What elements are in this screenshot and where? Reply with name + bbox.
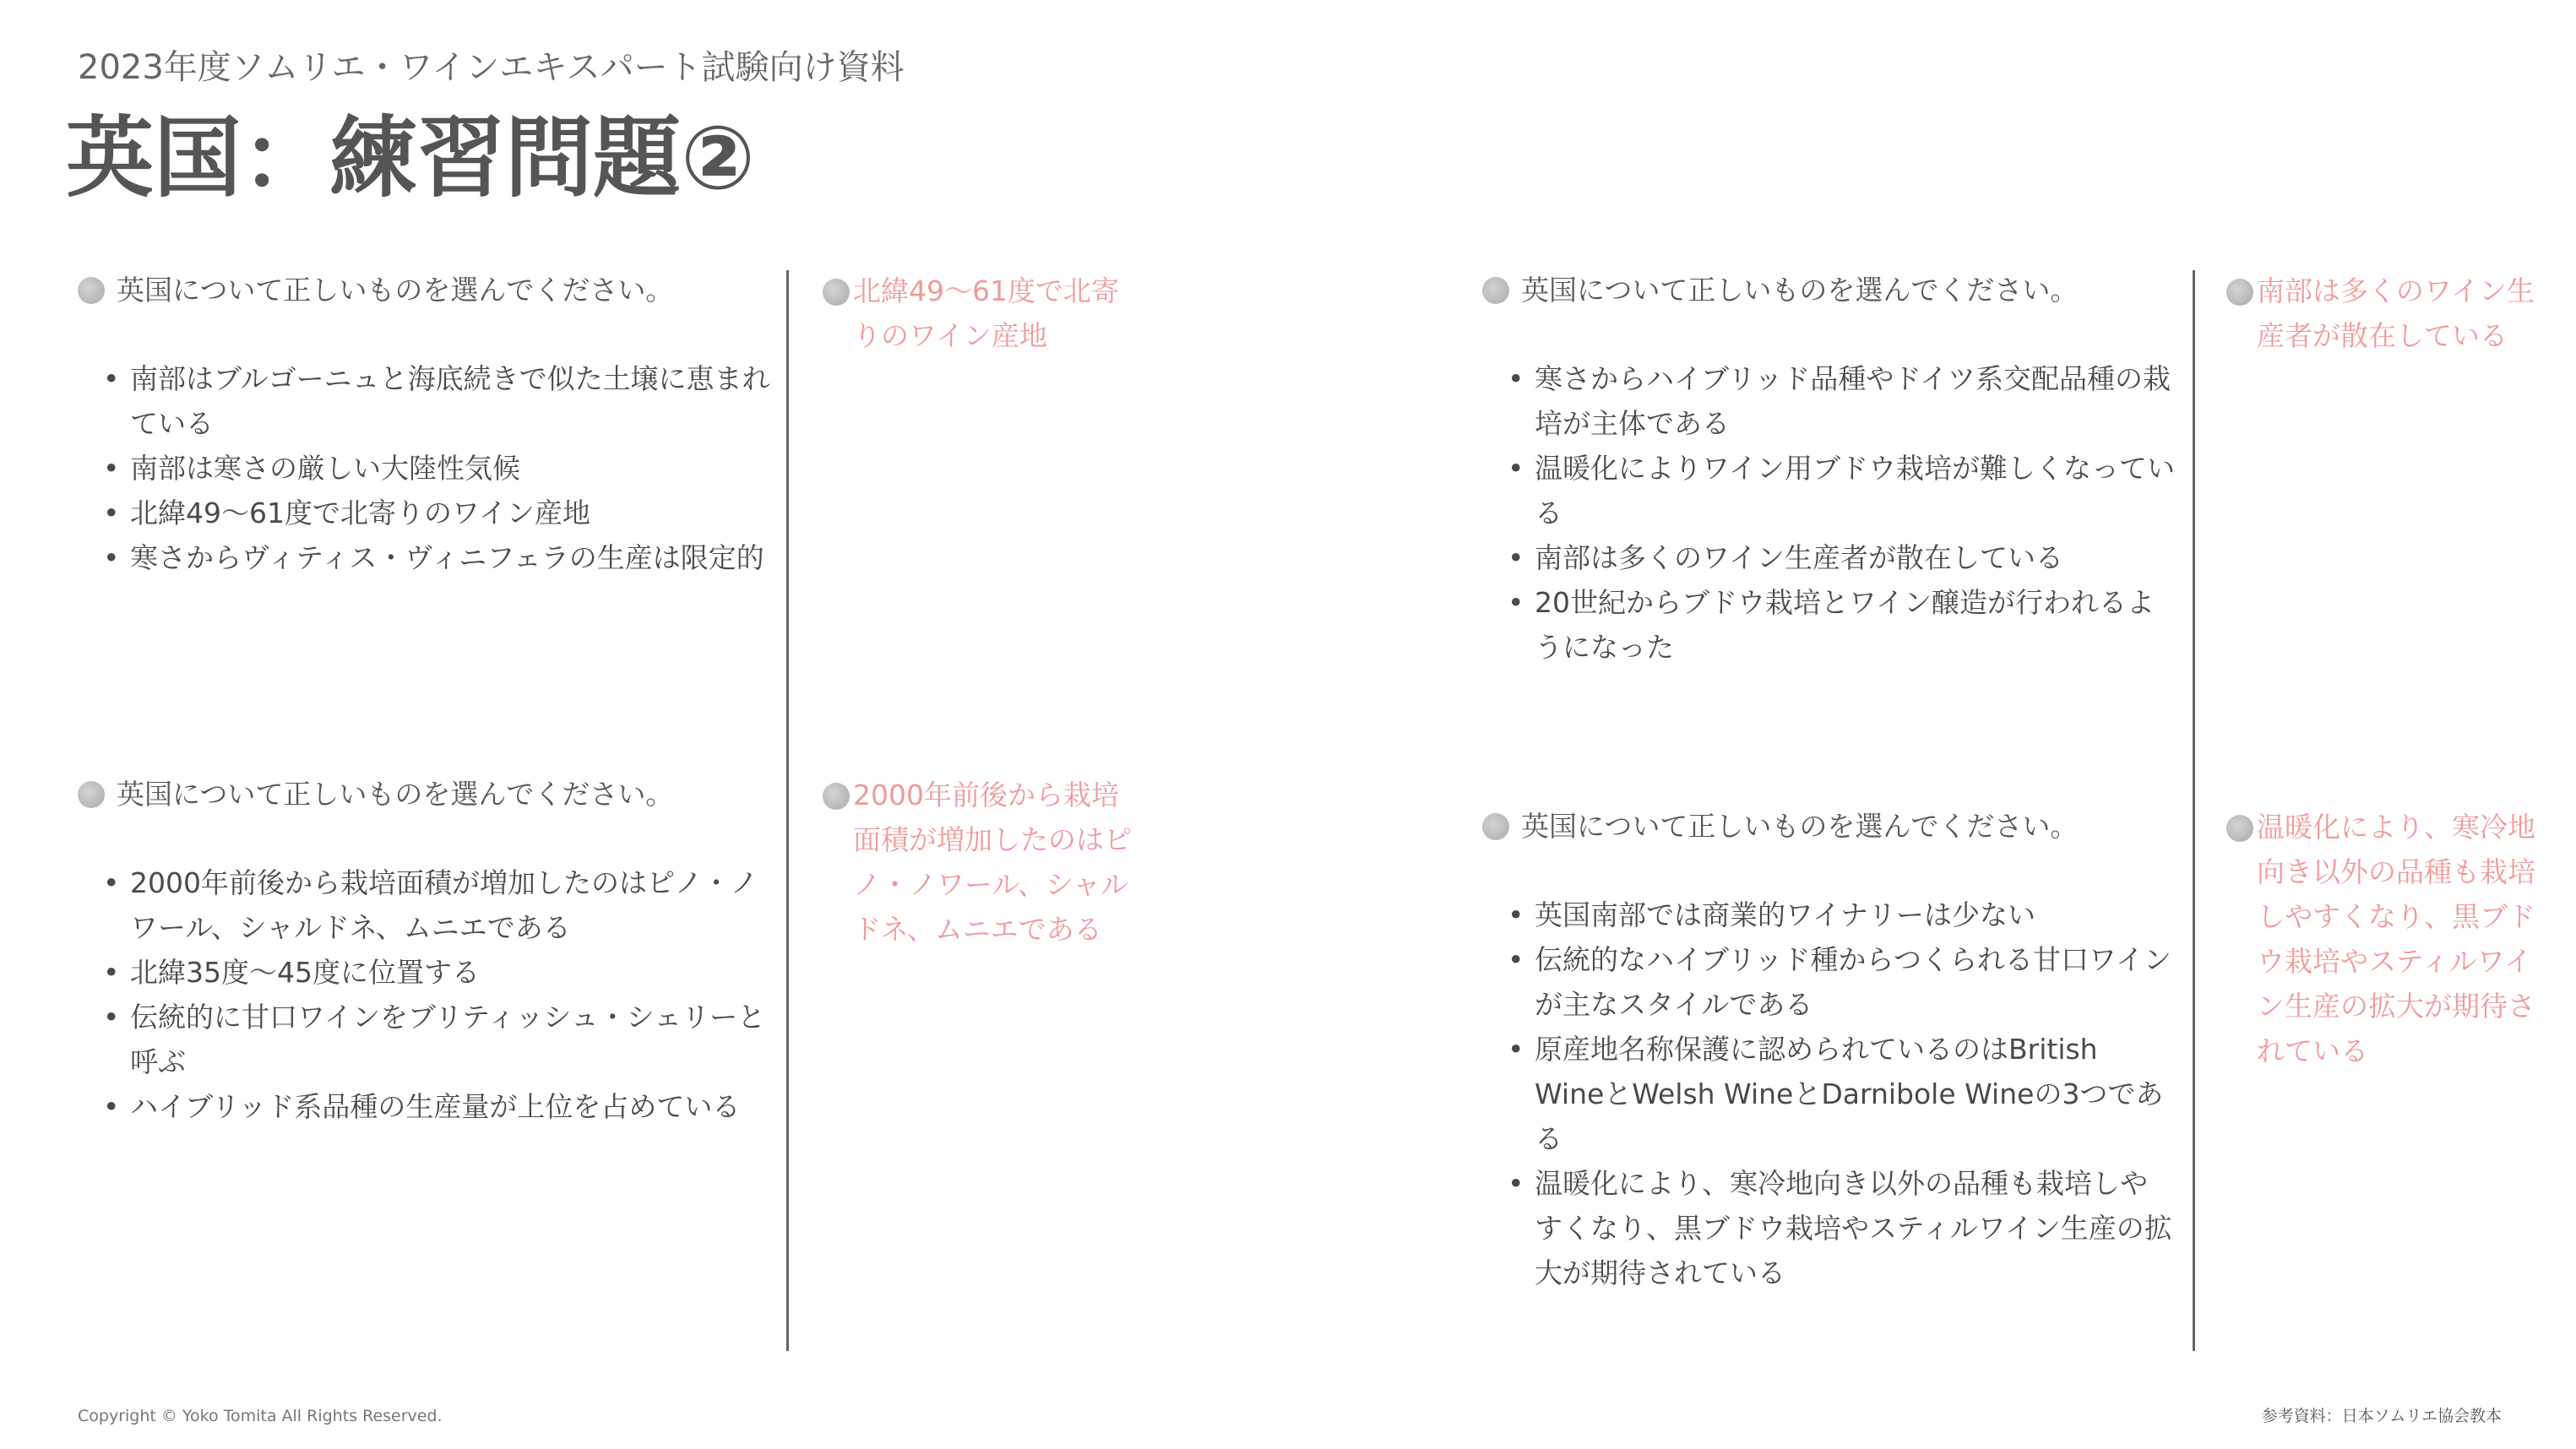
question-text: 英国について正しいものを選んでください。 [1482,269,2175,312]
option-item: • 温暖化により、寒冷地向き以外の品種も栽培しやすくなり、黒ブドウ栽培やスティルワイン生産の拡大が期待されている [1482,1161,2175,1295]
option-item: • 2000年前後から栽培面積が増加したのはピノ・ノワール、シャルドネ、ムニエである [78,860,770,950]
answer-text: 温暖化により、寒冷地向き以外の品種も栽培しやすくなり、黒ブドウ栽培やスティルワイン生産の拡大が期待されている [2257,811,2535,1067]
option-item: • 南部はブルゴーニュと海底続きで似た土壌に恵まれている [78,356,770,446]
circle-bullet-icon [1482,277,1509,304]
column-divider-right [2193,270,2195,1351]
option-item: • 寒さからヴィティス・ヴィニフェラの生産は限定的 [78,535,770,580]
option-item: • ハイブリッド系品種の生産量が上位を占めている [78,1084,770,1129]
circle-bullet-icon [823,279,850,306]
question-block-3 [1482,269,2175,670]
question-block-1 [78,269,770,580]
answer-text: 2000年前後から栽培面積が増加したのはピノ・ノワール、シャルドネ、ムニエである [853,779,1132,946]
answer-block-1 [823,269,1132,358]
circle-bullet-icon [78,277,105,304]
circle-bullet-icon [823,783,850,810]
page-subtitle: 2023年度ソムリエ・ワインエキスパート試験向け資料 [78,48,905,87]
circle-bullet-icon [2226,279,2253,306]
option-item: • 寒さからハイブリッド品種やドイツ系交配品種の栽培が主体である [1482,356,2175,446]
page-title: 英国：練習問題② [66,106,756,209]
option-item: • 温暖化によりワイン用ブドウ栽培が難しくなっている [1482,446,2175,535]
options-list [78,860,770,1129]
options-list [1482,356,2175,670]
circle-bullet-icon [2226,815,2253,842]
answer-block-3 [2226,269,2535,358]
answer-block-2 [823,773,1132,952]
option-item: • 20世紀からブドウ栽培とワイン醸造が行われるようになった [1482,580,2175,670]
circle-bullet-icon [1482,813,1509,840]
answer-text: 北緯49〜61度で北寄りのワイン産地 [853,274,1119,352]
circle-bullet-icon [78,781,105,808]
question-block-2 [78,773,770,1129]
option-item: • 原産地名称保護に認められているのはBritish WineとWelsh WineとDarnibole Wineの3つである [1482,1027,2175,1161]
option-item: • 北緯35度〜45度に位置する [78,950,770,995]
reference-text: 参考資料：日本ソムリエ協会教本 [2261,1407,2502,1425]
column-divider-left [786,270,789,1351]
question-text: 英国について正しいものを選んでください。 [78,773,770,817]
answer-text: 南部は多くのワイン生産者が散在している [2257,274,2535,352]
option-item: • 南部は多くのワイン生産者が散在している [1482,535,2175,580]
option-item: • 北緯49〜61度で北寄りのワイン産地 [78,491,770,535]
options-list [1482,893,2175,1295]
option-item: • 英国南部では商業的ワイナリーは少ない [1482,893,2175,937]
option-item: • 南部は寒さの厳しい大陸性気候 [78,446,770,491]
options-list [78,356,770,580]
option-item: • 伝統的に甘口ワインをブリティッシュ・シェリーと呼ぶ [78,995,770,1084]
question-text: 英国について正しいものを選んでください。 [1482,805,2175,849]
option-item: • 伝統的なハイブリッド種からつくられる甘口ワインが主なスタイルである [1482,937,2175,1027]
question-text: 英国について正しいものを選んでください。 [78,269,770,312]
copyright-text: Copyright © Yoko Tomita All Rights Reserved. [78,1407,443,1425]
answer-block-4 [2226,805,2535,1073]
question-block-4 [1482,805,2175,1295]
